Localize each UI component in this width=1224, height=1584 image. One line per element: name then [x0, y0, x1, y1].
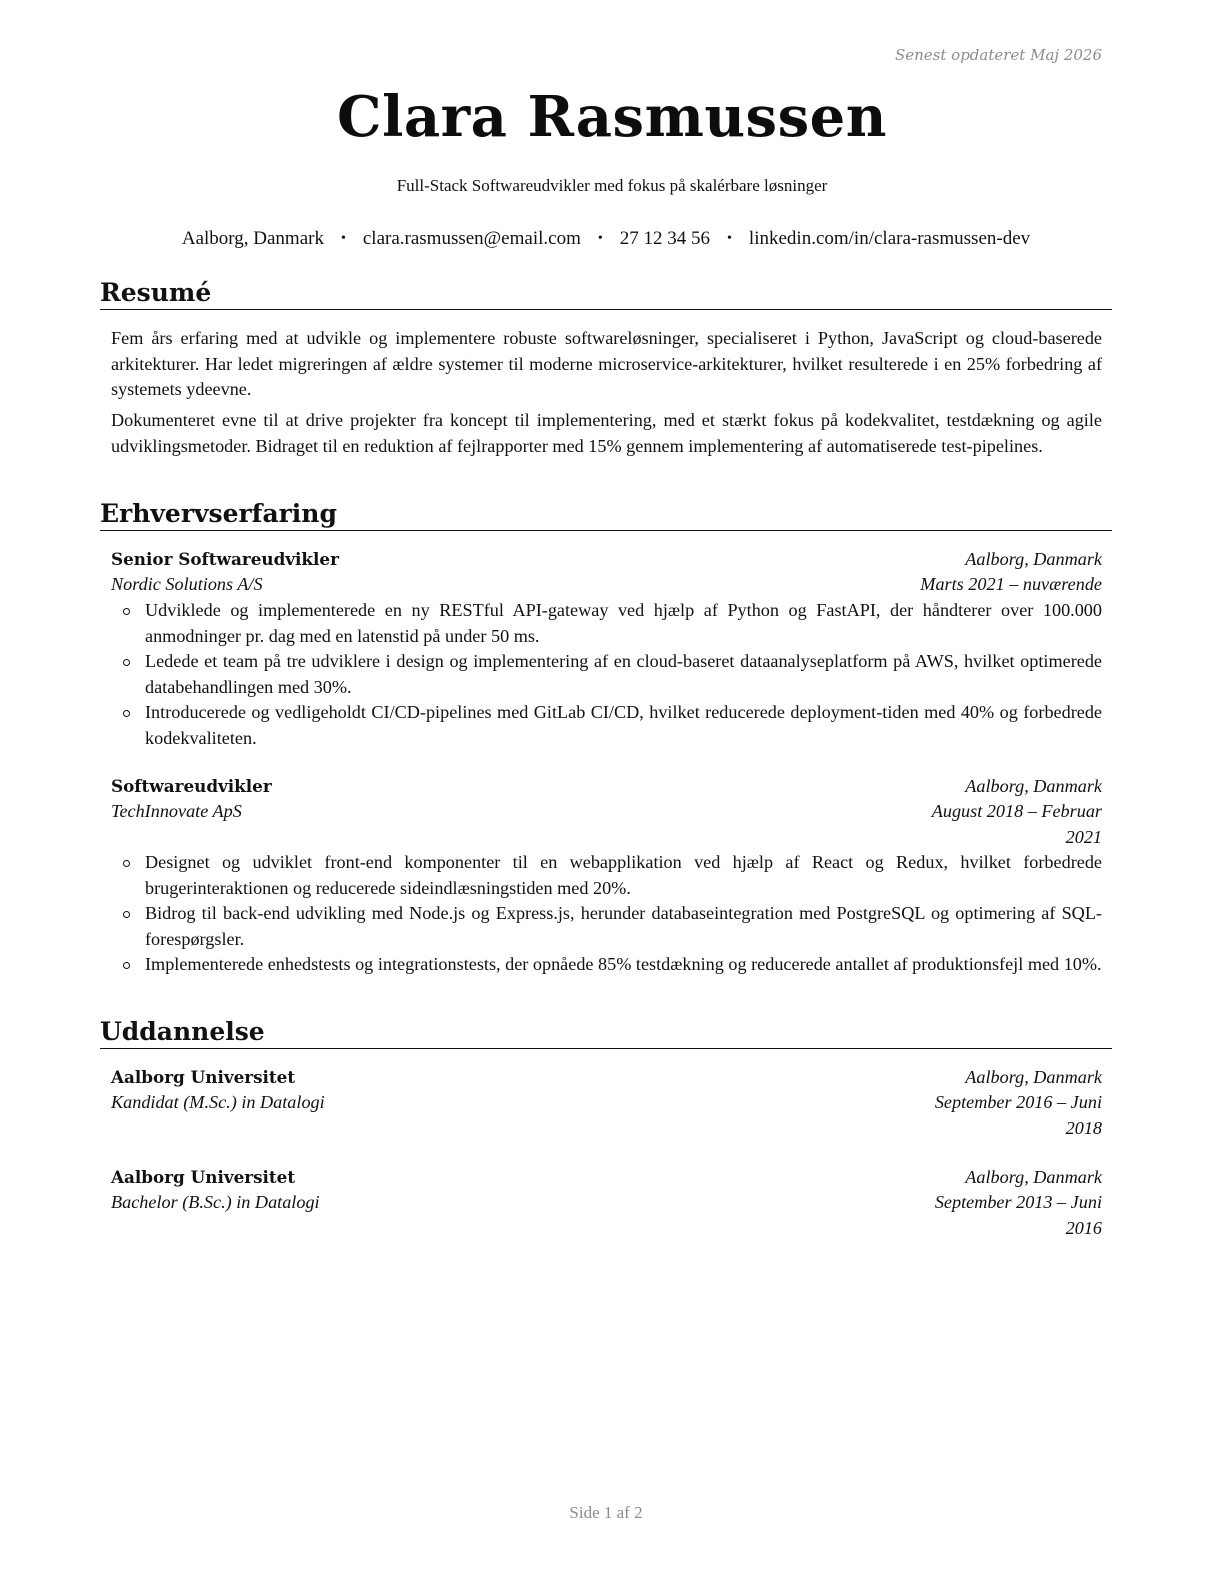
last-updated: Senest opdateret Maj 2026 [894, 46, 1102, 64]
job-company: TechInnovate ApS [111, 801, 242, 821]
bullet-circle-icon [123, 911, 130, 918]
education-dates [935, 1090, 1102, 1141]
job-dates [932, 799, 1102, 850]
bullet-text: Implementerede enhedstests og integrationstests, der opnåede 85% testdækning og reducerede antallet af produktionsfejl med 10%. [145, 954, 1102, 974]
contact-phone[interactable]: 27 12 34 56 [619, 228, 711, 249]
job-bullets [111, 598, 1102, 751]
section-title-experience: Erhvervserfaring [100, 499, 1112, 531]
summary-paragraph: Dokumenteret evne til at drive projekter fra koncept til implementering, med et stærkt fokus på kodekvalitet, testdækning og agile udviklingsmetoder. Bidraget til en reduktion af fejlrapporter med 15% gennem implementering af automatiserede test-pipelines. [111, 410, 1102, 456]
list-item [111, 901, 1102, 952]
education-school: Aalborg Universitet [111, 1067, 296, 1087]
contact-location: Aalborg, Danmark [181, 228, 324, 249]
candidate-name: Clara Rasmussen [337, 84, 887, 150]
job-company: Nordic Solutions A/S [111, 574, 263, 594]
job-location: Aalborg, Danmark [965, 549, 1102, 569]
job-dates-line2: 2021 [1065, 826, 1102, 847]
job-role: Softwareudvikler [111, 776, 272, 796]
section-title-education: Uddannelse [100, 1017, 1112, 1049]
education-degree: Bachelor (B.Sc.) in Datalogi [111, 1192, 320, 1212]
bullet-text: Bidrog til back-end udvikling med Node.js og Express.js, herunder databaseintegration med PostgreSQL og optimering af SQL-forespørgsler. [145, 903, 1102, 949]
separator-dot: • [340, 231, 346, 246]
education-school: Aalborg Universitet [111, 1167, 296, 1187]
contact-linkedin[interactable]: linkedin.com/in/clara-rasmussen-dev [748, 228, 1031, 249]
separator-dot: • [727, 231, 732, 246]
bullet-circle-icon [123, 608, 130, 615]
page-number: Side 1 af 2 [569, 1503, 643, 1522]
bullet-circle-icon [123, 659, 130, 666]
section-title-summary: Resumé [100, 278, 1112, 310]
list-item [111, 598, 1102, 649]
bullet-circle-icon [123, 710, 130, 717]
education-dates-line1: September 2013 – Juni [934, 1192, 1102, 1212]
bullet-text: Designet og udviklet front-end komponenter til en webapplikation ved hjælp af React og Redux, hvilket forbedrede brugerinteraktionen og reducerede sideindlæsningstiden med 20%. [145, 852, 1102, 898]
contact-email[interactable]: clara.rasmussen@email.com [362, 228, 581, 249]
bullet-text: Udviklede og implementerede en ny RESTful API-gateway ved hjælp af Python og FastAPI, der håndterer over 100.000 anmodninger pr. dag med en latenstid på under 50 ms. [145, 600, 1102, 646]
list-item [111, 700, 1102, 751]
contact-line [0, 228, 1212, 250]
list-item [111, 649, 1102, 700]
separator-dot: • [597, 231, 603, 246]
list-item [111, 850, 1102, 901]
education-location: Aalborg, Danmark [965, 1067, 1102, 1087]
tagline: Full-Stack Softwareudvikler med fokus på skalérbare løsninger [396, 176, 828, 195]
bullet-text: Ledede et team på tre udviklere i design og implementering af en cloud-baseret dataanalyseplatform på AWS, hvilket optimerede databehandlingen med 30%. [145, 651, 1102, 697]
education-location: Aalborg, Danmark [965, 1167, 1102, 1187]
job-dates-line1: August 2018 – Februar [931, 801, 1102, 821]
job-location: Aalborg, Danmark [965, 776, 1102, 796]
job-dates: Marts 2021 – nuværende [920, 574, 1102, 594]
list-item [111, 952, 1102, 978]
education-degree: Kandidat (M.Sc.) in Datalogi [111, 1092, 325, 1112]
bullet-circle-icon [123, 860, 130, 867]
job-bullets [111, 850, 1102, 978]
bullet-circle-icon [123, 962, 130, 969]
education-dates-line1: September 2016 – Juni [934, 1092, 1102, 1112]
education-dates-line2: 2016 [1065, 1217, 1102, 1238]
education-dates-line2: 2018 [1065, 1117, 1102, 1138]
job-role: Senior Softwareudvikler [111, 549, 339, 569]
education-dates [935, 1190, 1102, 1241]
bullet-text: Introducerede og vedligeholdt CI/CD-pipelines med GitLab CI/CD, hvilket reducerede deployment-tiden med 40% og forbedrede kodekvaliteten. [145, 702, 1102, 748]
summary-paragraph: Fem års erfaring med at udvikle og implementere robuste softwareløsninger, specialiseret i Python, JavaScript og cloud-baserede arkitekturer. Har ledet migreringen af ældre systemer til moderne microservice-arkitekturer, hvilket resulterede i en 25% forbedring af systemets ydeevne. [111, 328, 1102, 399]
